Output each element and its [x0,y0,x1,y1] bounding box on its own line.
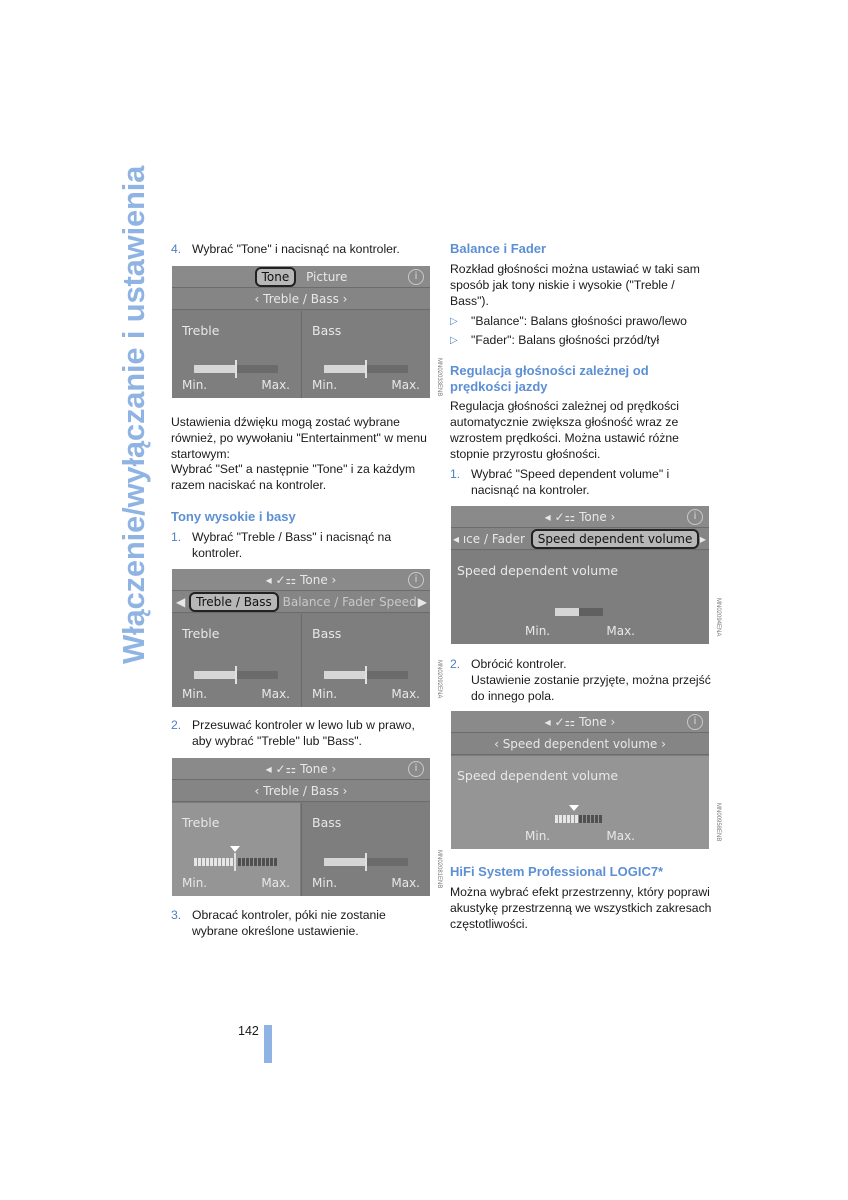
tab-balance-fader[interactable]: ◂ ıce / Fader [453,532,525,546]
treble-pane[interactable] [172,311,300,398]
treble-slider[interactable] [194,671,278,679]
min-label: Min. [312,378,338,392]
bass-label: Bass [312,323,342,338]
heading-hifi: HiFi System Professional LOGIC7* [450,864,664,879]
tab-picture[interactable]: Picture [306,270,348,284]
speed-pane-selected[interactable] [451,756,709,849]
bass-slider[interactable] [324,858,408,866]
step-text-detail: Ustawienie zostanie przyjęte, można przejść do innego pola. [471,673,711,703]
screen-top-bar [172,569,430,591]
tab-right-arrow[interactable]: ▶ [417,595,427,609]
max-label: Max. [391,378,420,392]
screen-speed-select [451,506,709,644]
tab-speed[interactable]: Speed [379,595,417,609]
treble-segments-filled [194,858,234,866]
right-paragraph-hifi: Można wybrać efekt przestrzenny, który poprawi akustykę przestrzenną we wszystkich zakresach częstotliwości. [450,885,712,931]
step-text-group [471,656,712,704]
side-title: Włączenie/wyłączanie i ustawienia [116,165,151,664]
max-label: Max. [261,876,290,890]
bass-slider[interactable] [324,365,408,373]
max-label: Max. [261,687,290,701]
step-number: 4. [171,242,182,256]
min-label: Min. [525,624,551,638]
bass-pane[interactable] [302,803,430,896]
speed-label: Speed dependent volume [457,563,619,578]
treble-label: Treble [182,815,220,830]
speed-segments-filled [555,815,579,823]
min-label: Min. [312,687,338,701]
check-tone-icon: ◂ ✓⚏ [265,573,301,587]
top-label: Tone › [579,715,616,729]
top-label: Tone › [300,762,337,776]
left-step-3 [171,907,433,939]
tab-speed-dependent-volume[interactable]: Speed dependent volume [531,529,700,549]
bass-label: Bass [312,815,342,830]
treble-fill [194,671,236,679]
bullet-triangle-icon: ▷ [450,316,458,327]
step-text: Wybrać "Speed dependent volume" i nacisnąć na kontroler. [471,467,670,497]
tab-right-arrow[interactable]: ▸ [699,532,706,546]
screen-tab-bar [172,266,430,288]
right-step-2 [450,656,712,704]
page-number: 142 [238,1024,259,1038]
step-text: Wybrać "Tone" i nacisnąć na kontroler. [192,242,400,256]
step-text: Przesuwać kontroler w lewo lub w prawo, aby wybrać "Treble" lub "Bass". [192,718,415,748]
min-label: Min. [525,829,551,843]
top-label: Tone › [579,510,616,524]
info-icon[interactable]: i [408,761,424,777]
image-code: MN02092ENA [436,660,442,699]
speed-label: Speed dependent volume [457,768,619,783]
speed-slider[interactable] [555,608,603,616]
treble-marker [235,360,237,378]
info-icon[interactable]: i [687,509,703,525]
left-step-2 [171,717,433,749]
step-text: Wybrać "Treble / Bass" i nacisnąć na kontroler. [192,530,392,560]
bullet-fader [450,332,712,349]
screen-subtitle: ‹ Treble / Bass › [172,780,430,802]
step-number: 2. [450,657,461,671]
check-tone-icon: ◂ ✓⚏ [265,762,301,776]
tab-tone[interactable]: Tone [255,267,297,287]
treble-marker [234,853,236,871]
bass-slider[interactable] [324,671,408,679]
bass-fill [324,671,366,679]
min-label: Min. [182,876,208,890]
treble-label: Treble [182,626,220,641]
min-label: Min. [182,378,208,392]
bass-marker [365,666,367,684]
min-label: Min. [312,876,338,890]
left-step-4 [171,241,433,257]
tab-left-arrow[interactable]: ◀ [176,595,186,609]
left-paragraph-2: Wybrać "Set" a następnie "Tone" i za każdym razem naciskać na kontroler. [171,462,416,492]
min-label: Min. [182,687,208,701]
bass-fill [324,365,366,373]
screen-treble-selected [172,758,430,896]
bass-pane[interactable] [302,614,430,707]
image-code: MN02094ENA [715,598,721,637]
screen-speed-adjust [451,711,709,849]
treble-marker [235,666,237,684]
max-label: Max. [606,624,635,638]
image-code: MN02081ENB [436,850,442,889]
tab-balance-fader[interactable]: Balance / Fader [282,595,376,609]
max-label: Max. [261,378,290,392]
left-paragraph-1: Ustawienia dźwięku mogą zostać wybrane również, po wywołaniu "Entertainment" w menu startowym: [171,415,427,461]
treble-segments-empty [238,858,278,866]
screen-treble-bass-select [172,569,430,707]
heading-balance: Balance i Fader [450,241,547,256]
bullet-balance [450,313,712,330]
image-code: MN02033ENB [436,358,442,397]
step-number: 2. [171,718,182,732]
right-paragraph-balance: Rozkład głośności można ustawiać w taki sam sposób jak tony niskie i wysokie ("Treble / Bass"). [450,262,700,308]
screen-tab-row [172,591,430,613]
tab-treble-bass[interactable]: Treble / Bass [189,592,279,612]
bass-pane[interactable] [302,311,430,398]
position-caret [230,846,240,852]
check-tone-icon: ◂ ✓⚏ [544,715,580,729]
bass-marker [365,853,367,871]
max-label: Max. [391,876,420,890]
speed-segments-empty [579,815,603,823]
treble-pane-selected[interactable] [172,803,300,896]
right-paragraph-speed: Regulacja głośności zależnej od prędkości automatycznie zwiększa głośność wraz ze wzrostem prędkości. Można ustawić różne stopnie przyrostu głośności. [450,399,679,461]
bullet-text: "Balance": Balans głośności prawo/lewo [471,314,687,328]
bass-fill [324,858,366,866]
info-icon[interactable]: i [687,714,703,730]
position-caret [569,805,579,811]
speed-fill [555,608,579,616]
bass-marker [365,360,367,378]
heading-tone: Tony wysokie i basy [171,509,296,524]
image-code: MN00958ENB [715,803,721,842]
speed-pane[interactable] [451,551,709,644]
info-icon[interactable]: i [408,269,424,285]
screen-top-bar [451,711,709,733]
screen-top-bar [172,758,430,780]
left-step-1 [171,529,433,561]
max-label: Max. [391,687,420,701]
screen-tab-row [451,528,709,550]
screen-subtitle: ‹ Treble / Bass › [172,288,430,310]
screen-top-bar [451,506,709,528]
treble-slider[interactable] [194,365,278,373]
treble-pane[interactable] [172,614,300,707]
bullet-triangle-icon: ▷ [450,335,458,346]
screen-subtitle: ‹ Speed dependent volume › [451,733,709,755]
step-number: 3. [171,908,182,922]
screen-tone-picture [172,266,430,398]
bass-label: Bass [312,626,342,641]
max-label: Max. [606,829,635,843]
step-text: Obrócić kontroler. [471,657,567,671]
treble-fill [194,365,236,373]
page-marker-bar [264,1025,272,1063]
bullet-text: "Fader": Balans głośności przód/tył [471,333,660,347]
step-number: 1. [450,467,461,481]
step-text: Obracać kontroler, póki nie zostanie wybrane określone ustawienie. [192,908,386,938]
treble-label: Treble [182,323,220,338]
check-tone-icon: ◂ ✓⚏ [544,510,580,524]
info-icon[interactable]: i [408,572,424,588]
top-label: Tone › [300,573,337,587]
right-step-1 [450,466,712,498]
step-number: 1. [171,530,182,544]
heading-speed: Regulacja głośności zależnej od prędkości jazdy [450,363,649,394]
